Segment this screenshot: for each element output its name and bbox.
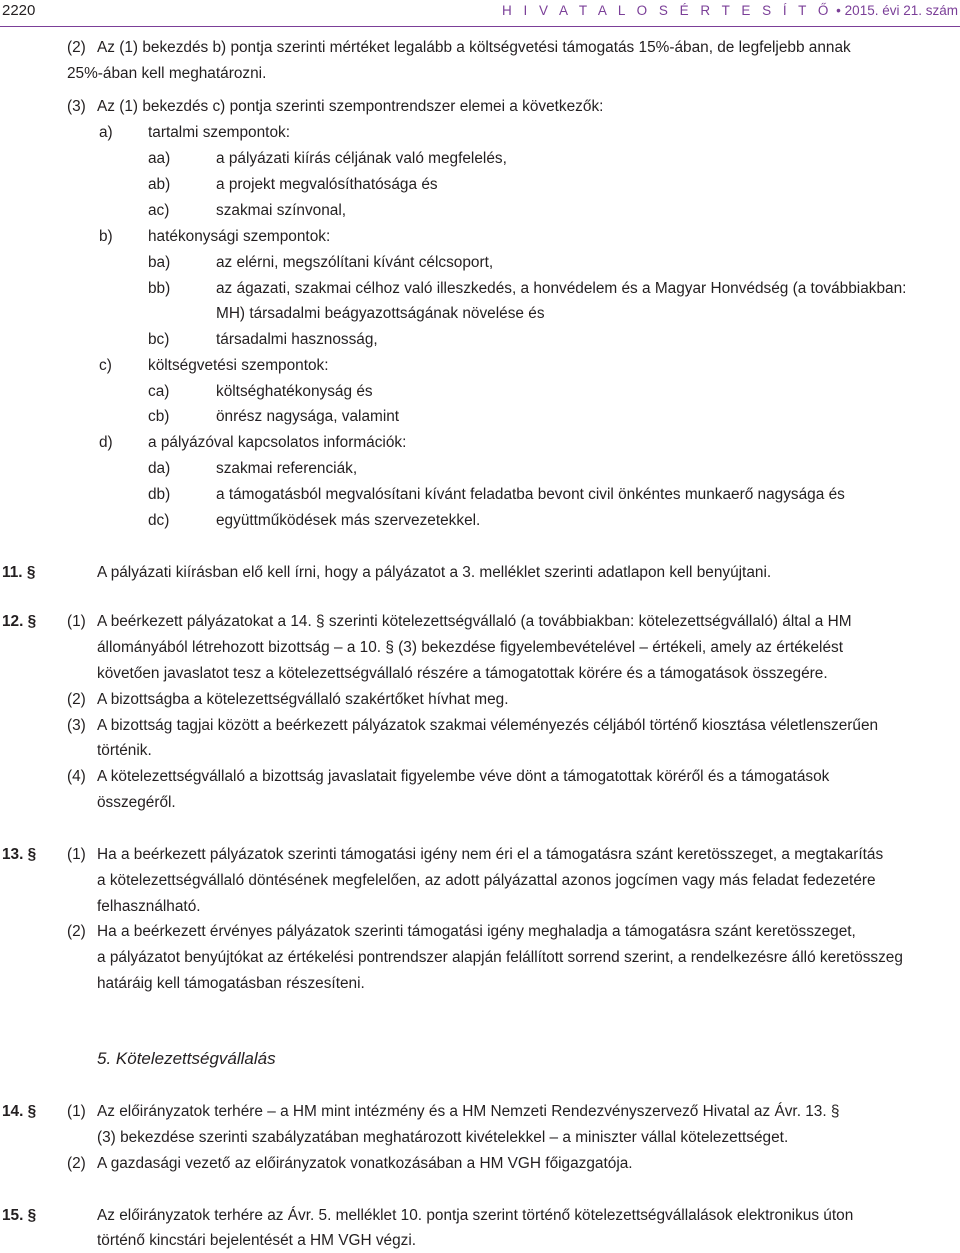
paragraph-text: Az (1) bekezdés b) pontja szerinti mértéket legalább a költségvetési támogatás 15%-ában, de legfeljebb annak xyxy=(97,39,851,56)
list-label: d) xyxy=(99,434,113,451)
paragraph-text: (3) bekezdése szerinti szabályzatában meghatározott kivételekkel – a miniszter vállal kötelezettséget. xyxy=(97,1129,789,1146)
paragraph-number: (3) xyxy=(67,98,86,115)
paragraph-text: Az előirányzatok terhére – a HM mint intézmény és a HM Nemzeti Rendezvényszervező Hivatal az Ávr. 13. § xyxy=(97,1103,840,1120)
list-item: a támogatásból megvalósítani kívánt feladatba bevont civil önkéntes munkaerő nagysága és xyxy=(216,486,845,503)
list-item: MH) társadalmi beágyazottságának növelése és xyxy=(216,305,545,322)
paragraph-text: összegéről. xyxy=(97,794,176,811)
paragraph-number: (1) xyxy=(67,1103,86,1120)
paragraph-text: követően javaslatot tesz a kötelezettségvállaló részére a támogatottak körére és a támogatások összegére. xyxy=(97,665,828,682)
paragraph-text: történik. xyxy=(97,742,152,759)
section-text: történő kincstári bejelentését a HM VGH végzi. xyxy=(97,1232,417,1249)
list-item: a projekt megvalósíthatósága és xyxy=(216,176,438,193)
section-number: 13. § xyxy=(2,846,37,863)
paragraph-number: (2) xyxy=(67,1155,86,1172)
issue-label: 2015. évi 21. szám xyxy=(844,3,958,18)
paragraph-text: Az (1) bekezdés c) pontja szerinti szempontrendszer elemei a következők: xyxy=(97,98,604,115)
paragraph-number: (2) xyxy=(67,691,86,708)
section-number: 12. § xyxy=(2,613,37,630)
list-item: önrész nagysága, valamint xyxy=(216,408,400,425)
section-text: A pályázati kiírásban elő kell írni, hogy a pályázatot a 3. melléklet szerinti adatlapon kell benyújtani. xyxy=(97,564,772,581)
list-item: hatékonysági szempontok: xyxy=(148,228,331,245)
list-label: c) xyxy=(99,357,112,374)
paragraph-text: 25%-ában kell meghatározni. xyxy=(67,65,267,82)
section-number: 14. § xyxy=(2,1103,37,1120)
section-number: 11. § xyxy=(2,564,36,581)
list-label: da) xyxy=(148,460,171,477)
running-header xyxy=(502,3,958,18)
paragraph-text: A bizottság tagjai között a beérkezett pályázatok szakmai véleményezés céljából történő kiosztása véletlenszerűen xyxy=(97,717,879,734)
header-rule xyxy=(0,26,960,27)
list-label: a) xyxy=(99,124,113,141)
paragraph-text: a kötelezettségvállaló döntésének megfelelően, az adott pályázattal azonos jogcímen vagy más feladat fedezetére xyxy=(97,872,876,889)
paragraph-text: A kötelezettségvállaló a bizottság javaslatait figyelembe véve dönt a támogatottak köréről és a támogatások xyxy=(97,768,830,785)
page-number: 2220 xyxy=(2,2,36,19)
list-item: költséghatékonyság és xyxy=(216,383,373,400)
paragraph-number: (4) xyxy=(67,768,86,785)
list-label: bc) xyxy=(148,331,170,348)
section-text: Az előirányzatok terhére az Ávr. 5. melléklet 10. pontja szerint történő kötelezettségvállalások elektronikus úton xyxy=(97,1207,854,1224)
paragraph-text: A gazdasági vezető az előirányzatok vonatkozásában a HM VGH főigazgatója. xyxy=(97,1155,633,1172)
paragraph-text: Ha a beérkezett érvényes pályázatok szerinti támogatási igény meghaladja a támogatásra szánt keretösszeget, xyxy=(97,923,856,940)
list-item: az elérni, megszólítani kívánt célcsoport, xyxy=(216,254,494,271)
paragraph-text: felhasználható. xyxy=(97,898,201,915)
header-bullet: • xyxy=(836,3,841,18)
list-item: az ágazati, szakmai célhoz való illeszkedés, a honvédelem és a Magyar Honvédség (a továbbiakban: xyxy=(216,280,907,297)
list-label: aa) xyxy=(148,150,171,167)
list-item: társadalmi hasznosság, xyxy=(216,331,378,348)
list-label: ca) xyxy=(148,383,170,400)
chapter-heading: 5. Kötelezettségvállalás xyxy=(97,1049,276,1068)
list-label: dc) xyxy=(148,512,170,529)
list-item: szakmai referenciák, xyxy=(216,460,358,477)
list-item: tartalmi szempontok: xyxy=(148,124,290,141)
paragraph-text: A beérkezett pályázatokat a 14. § szerinti kötelezettségvállaló (a továbbiakban: kötelezettségvállaló) által a HM xyxy=(97,613,852,630)
section-number: 15. § xyxy=(2,1207,37,1224)
list-label: ac) xyxy=(148,202,170,219)
list-label: b) xyxy=(99,228,113,245)
paragraph-number: (1) xyxy=(67,846,86,863)
list-item: a pályázati kiírás céljának való megfelelés, xyxy=(216,150,507,167)
list-label: db) xyxy=(148,486,171,503)
list-item: szakmai színvonal, xyxy=(216,202,347,219)
paragraph-text: határáig kell támogatásban részesíteni. xyxy=(97,975,365,992)
list-item: együttműködések más szervezetekkel. xyxy=(216,512,481,529)
list-label: cb) xyxy=(148,408,170,425)
paragraph-text: állományából létrehozott bizottság – a 10. § (3) bekezdése figyelembevételével – értékeli, amely az értékelést xyxy=(97,639,844,656)
paragraph-number: (1) xyxy=(67,613,86,630)
list-label: ab) xyxy=(148,176,171,193)
list-label: bb) xyxy=(148,280,171,297)
paragraph-text: a pályázatot benyújtókat az értékelési pontrendszer alapján felállított sorrend szerint, a rendelkezésre álló keretösszeg xyxy=(97,949,903,966)
list-label: ba) xyxy=(148,254,171,271)
paragraph-number: (3) xyxy=(67,717,86,734)
paragraph-text: Ha a beérkezett pályázatok szerinti támogatási igény nem éri el a támogatásra szánt keretösszeget, a megtakarítás xyxy=(97,846,884,863)
publication-title: H I V A T A L O S É R T E S Í T Ő xyxy=(502,3,833,18)
paragraph-number: (2) xyxy=(67,923,86,940)
paragraph-text: A bizottságba a kötelezettségvállaló szakértőket hívhat meg. xyxy=(97,691,509,708)
list-item: a pályázóval kapcsolatos információk: xyxy=(148,434,407,451)
list-item: költségvetési szempontok: xyxy=(148,357,329,374)
paragraph-number: (2) xyxy=(67,39,86,56)
